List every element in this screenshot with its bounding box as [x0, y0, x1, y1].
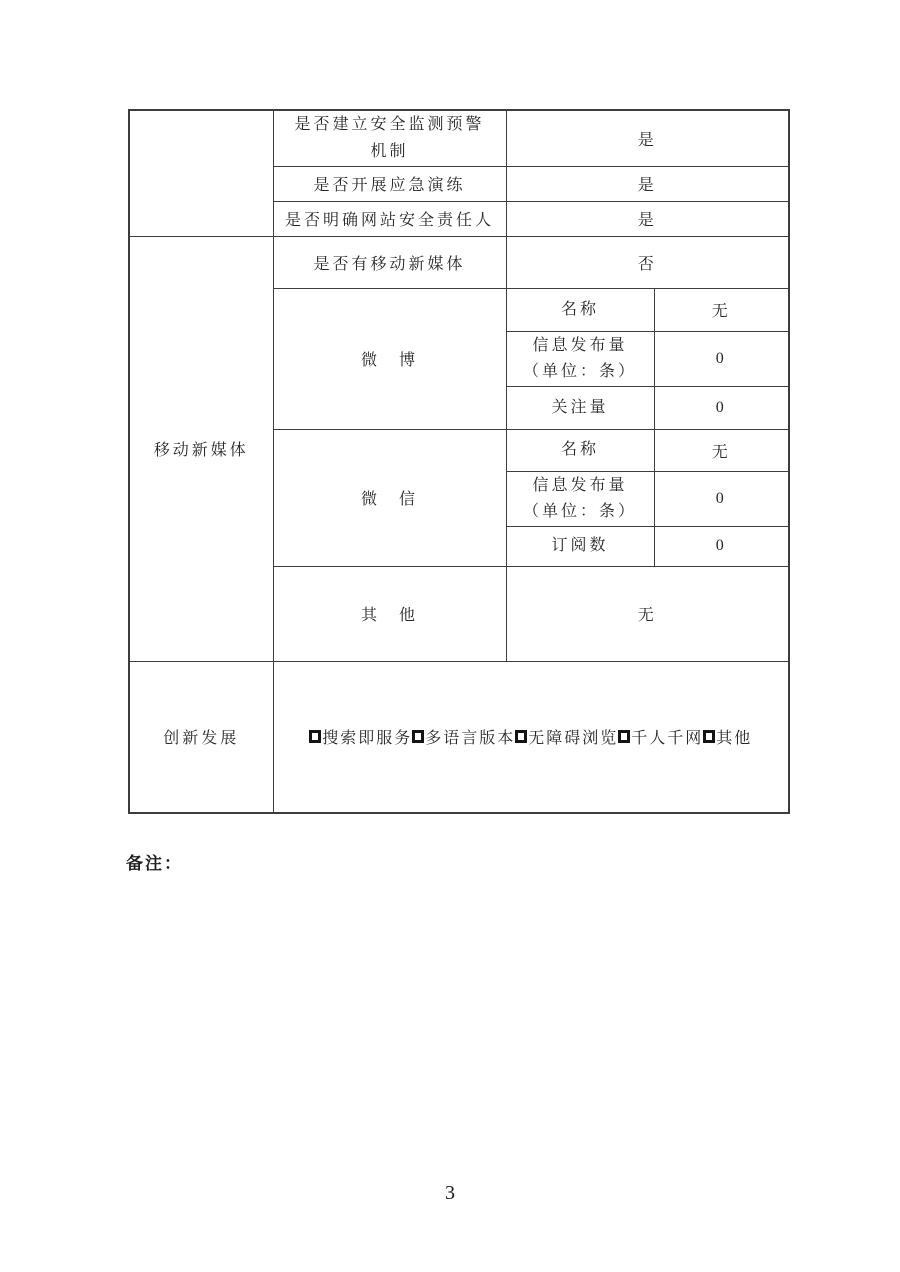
weibo-name-value: 无 — [654, 288, 789, 331]
option-other — [703, 725, 752, 748]
other-media-label: 其 他 — [273, 566, 506, 661]
security-drill-value: 是 — [506, 166, 789, 201]
has-mobile-value: 否 — [506, 236, 789, 288]
weibo-followers-value: 0 — [654, 386, 789, 429]
annual-report-table — [128, 109, 790, 814]
weibo-name-label: 名称 — [506, 288, 654, 331]
table-row — [129, 110, 789, 166]
checkbox-multilanguage[interactable] — [412, 730, 424, 743]
weibo-publish-value: 0 — [654, 331, 789, 386]
wechat-name-label: 名称 — [506, 429, 654, 471]
weibo-label: 微 博 — [273, 288, 506, 429]
checkbox-accessibility[interactable] — [515, 730, 527, 743]
checkbox-search-as-service[interactable] — [309, 730, 321, 743]
wechat-subscribers-value: 0 — [654, 526, 789, 566]
option-label: 多语言版本 — [425, 730, 516, 748]
option-label: 无障碍浏览 — [528, 730, 619, 748]
weibo-publish-label — [506, 331, 654, 386]
section-label-mobile-media: 移动新媒体 — [129, 236, 273, 661]
other-media-value: 无 — [506, 566, 789, 661]
option-multilanguage — [412, 725, 515, 748]
option-label: 其他 — [716, 730, 753, 748]
option-label: 千人千网 — [631, 730, 704, 748]
weibo-followers-label: 关注量 — [506, 386, 654, 429]
wechat-publish-label-line2: （单位：条） — [522, 502, 637, 520]
option-personalized — [618, 725, 703, 748]
has-mobile-label: 是否有移动新媒体 — [273, 236, 506, 288]
security-monitor-label-line1: 是否建立安全监测预警 — [294, 116, 485, 134]
section-label-innovation: 创新发展 — [129, 661, 273, 813]
wechat-name-value: 无 — [654, 429, 789, 471]
wechat-publish-value: 0 — [654, 471, 789, 526]
weibo-publish-label-line1: 信息发布量 — [532, 336, 628, 354]
table-row — [129, 236, 789, 288]
wechat-publish-label — [506, 471, 654, 526]
option-search-as-service — [309, 725, 412, 748]
wechat-label: 微 信 — [273, 429, 506, 566]
security-drill-label: 是否开展应急演练 — [273, 166, 506, 201]
page-number: 3 — [445, 1182, 455, 1204]
section-cell-empty — [129, 110, 273, 236]
checkbox-personalized[interactable] — [618, 730, 630, 743]
innovation-options-row — [276, 725, 787, 748]
checkbox-other[interactable] — [703, 730, 715, 743]
table-row — [129, 661, 789, 813]
security-responsible-label: 是否明确网站安全责任人 — [273, 201, 506, 236]
security-monitor-label — [273, 110, 506, 166]
security-responsible-value: 是 — [506, 201, 789, 236]
innovation-options-cell — [273, 661, 789, 813]
wechat-subscribers-label: 订阅数 — [506, 526, 654, 566]
weibo-publish-label-line2: （单位：条） — [522, 362, 637, 380]
option-accessibility — [515, 725, 618, 748]
wechat-publish-label-line1: 信息发布量 — [532, 476, 628, 494]
security-monitor-label-line2: 机制 — [370, 143, 409, 161]
remark-label: 备注： — [126, 854, 183, 873]
option-label: 搜索即服务 — [322, 730, 413, 748]
security-monitor-value: 是 — [506, 110, 789, 166]
